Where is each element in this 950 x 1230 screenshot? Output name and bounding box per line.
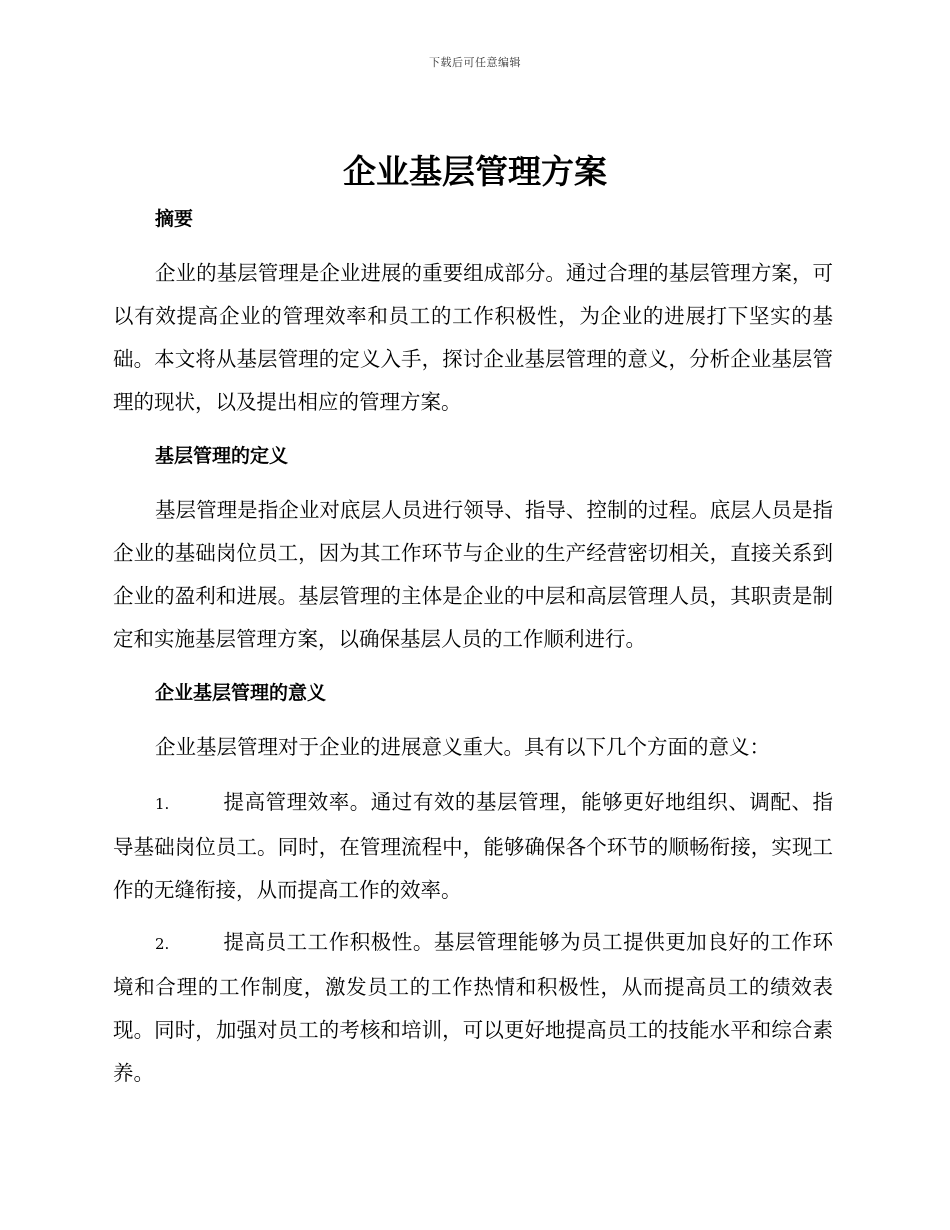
paragraph-significance: 企业基层管理对于企业的进展意义重大。具有以下几个方面的意义：	[155, 735, 770, 759]
section-heading-significance: 企业基层管理的意义	[155, 682, 327, 704]
document-title: 企业基层管理方案	[343, 152, 607, 191]
list-number-2: 2.	[155, 935, 170, 953]
paragraph-abstract: 企业的基层管理是企业进展的重要组成部分。通过合理的基层管理方案，可以有效提高企业的管理效率和员工的工作积极性，为企业的进展打下坚实的基础。本文将从基层管理的定义入手，探讨企业基层管理的意义，分析企业基层管理的现状，以及提出相应的管理方案。	[113, 261, 833, 414]
list-item-2	[113, 921, 833, 1095]
list-text-2: 提高员工工作积极性。基层管理能够为员工提供更加良好的工作环境和合理的工作制度，激发员工的工作热情和积极性，从而提高员工的绩效表现。同时，加强对员工的考核和培训，可以更好地提高员工的技能水平和综合素养。	[113, 930, 833, 1085]
list-number-1: 1.	[155, 795, 170, 813]
header-note: 下载后可任意编辑	[429, 56, 521, 69]
section-heading-abstract: 摘要	[155, 208, 194, 230]
section-heading-definition: 基层管理的定义	[155, 445, 289, 467]
list-text-1: 提高管理效率。通过有效的基层管理，能够更好地组织、调配、指导基础岗位员工。同时，在管理流程中，能够确保各个环节的顺畅衔接，实现工作的无缝衔接，从而提高工作的效率。	[113, 790, 833, 902]
list-item-1	[113, 781, 833, 912]
paragraph-definition: 基层管理是指企业对底层人员进行领导、指导、控制的过程。底层人员是指企业的基础岗位员工，因为其工作环节与企业的生产经营密切相关，直接关系到企业的盈利和进展。基层管理的主体是企业的中层和高层管理人员，其职责是制定和实施基层管理方案，以确保基层人员的工作顺利进行。	[113, 498, 833, 651]
